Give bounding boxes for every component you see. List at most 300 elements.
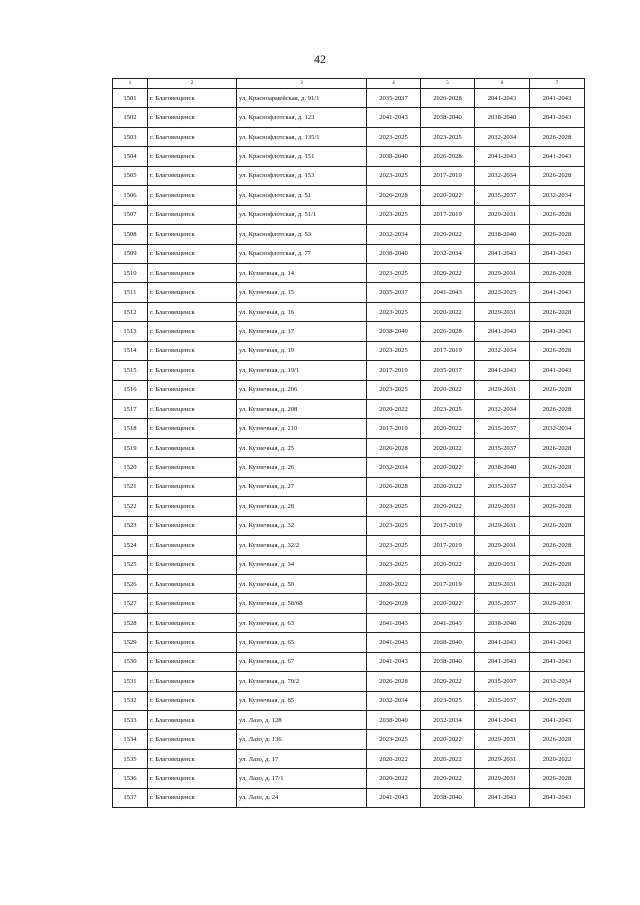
row-number: 1527 xyxy=(113,594,148,613)
city-cell: г. Благовещенск xyxy=(148,516,237,535)
period-cell: 2035-2037 xyxy=(475,419,530,438)
address-cell: ул. Кузнечная, д. 206 xyxy=(237,380,367,399)
row-number: 1503 xyxy=(113,127,148,146)
city-cell: г. Благовещенск xyxy=(148,361,237,380)
period-cell: 2041-2043 xyxy=(367,788,421,807)
table-row xyxy=(113,633,585,652)
period-cell: 2026-2028 xyxy=(530,302,585,321)
period-cell: 2032-2034 xyxy=(530,419,585,438)
row-number: 1507 xyxy=(113,205,148,224)
city-cell: г. Благовещенск xyxy=(148,633,237,652)
period-cell: 2017-2019 xyxy=(367,361,421,380)
period-cell: 2041-2043 xyxy=(367,108,421,127)
period-cell: 2026-2028 xyxy=(530,769,585,788)
period-cell: 2038-2040 xyxy=(421,633,475,652)
period-cell: 2020-2022 xyxy=(421,477,475,496)
period-cell: 2032-2034 xyxy=(367,225,421,244)
table-row xyxy=(113,672,585,691)
period-cell: 2026-2028 xyxy=(530,225,585,244)
period-cell: 2041-2043 xyxy=(367,613,421,632)
row-number: 1528 xyxy=(113,613,148,632)
period-cell: 2041-2043 xyxy=(530,322,585,341)
row-number: 1512 xyxy=(113,302,148,321)
address-cell: ул. Краснофлотская, д. 151 xyxy=(237,147,367,166)
period-cell: 2026-2028 xyxy=(530,497,585,516)
period-cell: 2041-2043 xyxy=(530,283,585,302)
period-cell: 2026-2028 xyxy=(530,166,585,185)
row-number: 1523 xyxy=(113,516,148,535)
table-row xyxy=(113,711,585,730)
period-cell: 2029-2031 xyxy=(475,497,530,516)
table-row xyxy=(113,108,585,127)
address-cell: ул. Лазо, д. 136 xyxy=(237,730,367,749)
period-cell: 2026-2028 xyxy=(530,400,585,419)
row-number: 1501 xyxy=(113,89,148,108)
period-cell: 2017-2019 xyxy=(421,341,475,360)
period-cell: 2035-2037 xyxy=(475,691,530,710)
period-cell: 2041-2043 xyxy=(475,322,530,341)
table-row xyxy=(113,186,585,205)
table-row xyxy=(113,536,585,555)
period-cell: 2032-2034 xyxy=(421,244,475,263)
column-number-row xyxy=(113,79,585,89)
table-row xyxy=(113,283,585,302)
address-cell: ул. Краснофлотская, д. 153 xyxy=(237,166,367,185)
period-cell: 2032-2034 xyxy=(367,458,421,477)
page-number: 42 xyxy=(314,52,326,66)
table-row xyxy=(113,322,585,341)
row-number: 1510 xyxy=(113,263,148,282)
period-cell: 2041-2043 xyxy=(475,361,530,380)
city-cell: г. Благовещенск xyxy=(148,89,237,108)
city-cell: г. Благовещенск xyxy=(148,166,237,185)
period-cell: 2029-2031 xyxy=(475,302,530,321)
city-cell: г. Благовещенск xyxy=(148,341,237,360)
table-row xyxy=(113,302,585,321)
table-row xyxy=(113,205,585,224)
table-row xyxy=(113,400,585,419)
city-cell: г. Благовещенск xyxy=(148,205,237,224)
period-cell: 2026-2028 xyxy=(530,691,585,710)
row-number: 1524 xyxy=(113,536,148,555)
address-cell: ул. Кузнечная, д. 65 xyxy=(237,633,367,652)
period-cell: 2026-2028 xyxy=(530,516,585,535)
city-cell: г. Благовещенск xyxy=(148,225,237,244)
row-number: 1536 xyxy=(113,769,148,788)
table-row xyxy=(113,497,585,516)
address-cell: ул. Кузнечная, д. 63 xyxy=(237,613,367,632)
period-cell: 2020-2022 xyxy=(421,458,475,477)
row-number: 1515 xyxy=(113,361,148,380)
period-cell: 2017-2019 xyxy=(421,574,475,593)
address-cell: ул. Кузнечная, д. 85 xyxy=(237,691,367,710)
table-row xyxy=(113,594,585,613)
table-row xyxy=(113,477,585,496)
row-number: 1519 xyxy=(113,438,148,457)
period-cell: 2026-2028 xyxy=(367,672,421,691)
city-cell: г. Благовещенск xyxy=(148,400,237,419)
address-cell: ул. Кузнечная, д. 50 xyxy=(237,574,367,593)
period-cell: 2029-2031 xyxy=(475,574,530,593)
period-cell: 2023-2025 xyxy=(421,691,475,710)
city-cell: г. Благовещенск xyxy=(148,497,237,516)
period-cell: 2041-2043 xyxy=(530,108,585,127)
period-cell: 2020-2022 xyxy=(421,730,475,749)
period-cell: 2041-2043 xyxy=(367,652,421,671)
city-cell: г. Благовещенск xyxy=(148,438,237,457)
row-number: 1508 xyxy=(113,225,148,244)
row-number: 1521 xyxy=(113,477,148,496)
city-cell: г. Благовещенск xyxy=(148,186,237,205)
address-cell: ул. Кузнечная, д. 32 xyxy=(237,516,367,535)
period-cell: 2041-2043 xyxy=(421,613,475,632)
table-row xyxy=(113,341,585,360)
row-number: 1535 xyxy=(113,749,148,768)
address-cell: ул. Кузнечная, д. 210 xyxy=(237,419,367,438)
period-cell: 2035-2037 xyxy=(475,594,530,613)
period-cell: 2023-2025 xyxy=(421,127,475,146)
period-cell: 2023-2025 xyxy=(367,205,421,224)
period-cell: 2020-2022 xyxy=(421,749,475,768)
housing-repair-schedule-table xyxy=(112,78,585,808)
city-cell: г. Благовещенск xyxy=(148,691,237,710)
address-cell: ул. Кузнечная, д. 34 xyxy=(237,555,367,574)
period-cell: 2029-2031 xyxy=(475,769,530,788)
table-row xyxy=(113,244,585,263)
period-cell: 2038-2040 xyxy=(475,108,530,127)
table-row xyxy=(113,691,585,710)
table-row xyxy=(113,263,585,282)
address-cell: ул. Кузнечная, д. 25 xyxy=(237,438,367,457)
row-number: 1520 xyxy=(113,458,148,477)
period-cell: 2020-2022 xyxy=(530,749,585,768)
table-row xyxy=(113,652,585,671)
period-cell: 2032-2034 xyxy=(367,691,421,710)
table-row xyxy=(113,458,585,477)
period-cell: 2023-2025 xyxy=(367,536,421,555)
row-number: 1531 xyxy=(113,672,148,691)
period-cell: 2020-2022 xyxy=(421,555,475,574)
period-cell: 2032-2034 xyxy=(530,672,585,691)
address-cell: ул. Кузнечная, д. 17 xyxy=(237,322,367,341)
period-cell: 2020-2022 xyxy=(421,438,475,457)
column-header: 1 xyxy=(113,79,148,89)
period-cell: 2035-2037 xyxy=(421,361,475,380)
period-cell: 2026-2028 xyxy=(530,555,585,574)
address-cell: ул. Кузнечная, д. 26 xyxy=(237,458,367,477)
address-cell: ул. Кузнечная, д. 16 xyxy=(237,302,367,321)
city-cell: г. Благовещенск xyxy=(148,244,237,263)
row-number: 1537 xyxy=(113,788,148,807)
period-cell: 2041-2043 xyxy=(530,361,585,380)
period-cell: 2020-2022 xyxy=(421,302,475,321)
row-number: 1504 xyxy=(113,147,148,166)
period-cell: 2041-2043 xyxy=(475,711,530,730)
period-cell: 2041-2043 xyxy=(475,244,530,263)
period-cell: 2029-2031 xyxy=(475,749,530,768)
table-row xyxy=(113,769,585,788)
column-header: 3 xyxy=(237,79,367,89)
period-cell: 2026-2028 xyxy=(367,594,421,613)
period-cell: 2020-2022 xyxy=(367,400,421,419)
city-cell: г. Благовещенск xyxy=(148,711,237,730)
row-number: 1517 xyxy=(113,400,148,419)
period-cell: 2032-2034 xyxy=(475,127,530,146)
row-number: 1513 xyxy=(113,322,148,341)
city-cell: г. Благовещенск xyxy=(148,594,237,613)
period-cell: 2029-2031 xyxy=(475,205,530,224)
period-cell: 2035-2037 xyxy=(475,186,530,205)
period-cell: 2038-2040 xyxy=(475,458,530,477)
row-number: 1525 xyxy=(113,555,148,574)
table-row xyxy=(113,555,585,574)
period-cell: 2026-2028 xyxy=(530,438,585,457)
period-cell: 2020-2022 xyxy=(421,263,475,282)
period-cell: 2017-2019 xyxy=(421,205,475,224)
address-cell: ул. Кузнечная, д. 27 xyxy=(237,477,367,496)
table-row xyxy=(113,516,585,535)
period-cell: 2041-2043 xyxy=(475,652,530,671)
table-row xyxy=(113,574,585,593)
period-cell: 2041-2043 xyxy=(367,633,421,652)
period-cell: 2041-2043 xyxy=(530,89,585,108)
period-cell: 2023-2025 xyxy=(367,263,421,282)
table-row xyxy=(113,166,585,185)
city-cell: г. Благовещенск xyxy=(148,108,237,127)
period-cell: 2032-2034 xyxy=(475,166,530,185)
city-cell: г. Благовещенск xyxy=(148,749,237,768)
column-header: 7 xyxy=(530,79,585,89)
address-cell: ул. Краснофлотская, д. 53 xyxy=(237,225,367,244)
period-cell: 2026-2028 xyxy=(367,186,421,205)
period-cell: 2017-2019 xyxy=(421,536,475,555)
period-cell: 2023-2025 xyxy=(475,283,530,302)
period-cell: 2020-2022 xyxy=(421,672,475,691)
table-row xyxy=(113,749,585,768)
address-cell: ул. Лазо, д. 24 xyxy=(237,788,367,807)
period-cell: 2023-2025 xyxy=(367,302,421,321)
address-cell: ул. Кузнечная, д. 67 xyxy=(237,652,367,671)
period-cell: 2029-2031 xyxy=(475,380,530,399)
period-cell: 2020-2022 xyxy=(421,380,475,399)
period-cell: 2026-2028 xyxy=(367,438,421,457)
period-cell: 2020-2022 xyxy=(421,769,475,788)
address-cell: ул. Лазо, д. 128 xyxy=(237,711,367,730)
period-cell: 2026-2028 xyxy=(367,477,421,496)
period-cell: 2041-2043 xyxy=(530,652,585,671)
city-cell: г. Благовещенск xyxy=(148,769,237,788)
period-cell: 2038-2040 xyxy=(367,711,421,730)
period-cell: 2017-2019 xyxy=(367,419,421,438)
table-row xyxy=(113,613,585,632)
period-cell: 2020-2022 xyxy=(367,574,421,593)
period-cell: 2026-2028 xyxy=(530,730,585,749)
period-cell: 2041-2043 xyxy=(530,788,585,807)
city-cell: г. Благовещенск xyxy=(148,147,237,166)
row-number: 1505 xyxy=(113,166,148,185)
period-cell: 2029-2031 xyxy=(475,555,530,574)
period-cell: 2026-2028 xyxy=(530,574,585,593)
table-row xyxy=(113,438,585,457)
address-cell: ул. Кузнечная, д. 19/1 xyxy=(237,361,367,380)
row-number: 1534 xyxy=(113,730,148,749)
city-cell: г. Благовещенск xyxy=(148,788,237,807)
period-cell: 2029-2031 xyxy=(475,536,530,555)
row-number: 1532 xyxy=(113,691,148,710)
table-row xyxy=(113,730,585,749)
period-cell: 2041-2043 xyxy=(530,633,585,652)
address-cell: ул. Кузнечная, д. 70/2 xyxy=(237,672,367,691)
period-cell: 2038-2040 xyxy=(367,147,421,166)
period-cell: 2038-2040 xyxy=(367,322,421,341)
row-number: 1530 xyxy=(113,652,148,671)
period-cell: 2023-2025 xyxy=(367,380,421,399)
period-cell: 2026-2028 xyxy=(530,536,585,555)
period-cell: 2038-2040 xyxy=(421,788,475,807)
row-number: 1526 xyxy=(113,574,148,593)
period-cell: 2032-2034 xyxy=(475,400,530,419)
address-cell: ул. Кузнечная, д. 15 xyxy=(237,283,367,302)
period-cell: 2017-2019 xyxy=(421,166,475,185)
period-cell: 2020-2022 xyxy=(421,419,475,438)
period-cell: 2026-2028 xyxy=(421,89,475,108)
period-cell: 2041-2043 xyxy=(475,633,530,652)
period-cell: 2023-2025 xyxy=(367,555,421,574)
period-cell: 2020-2022 xyxy=(421,225,475,244)
period-cell: 2017-2019 xyxy=(421,516,475,535)
row-number: 1522 xyxy=(113,497,148,516)
table-row xyxy=(113,127,585,146)
period-cell: 2032-2034 xyxy=(530,477,585,496)
table-row xyxy=(113,225,585,244)
city-cell: г. Благовещенск xyxy=(148,477,237,496)
period-cell: 2026-2028 xyxy=(530,263,585,282)
address-cell: ул. Краснофлотская, д. 135/1 xyxy=(237,127,367,146)
row-number: 1516 xyxy=(113,380,148,399)
column-header: 6 xyxy=(475,79,530,89)
table-row xyxy=(113,788,585,807)
table-row xyxy=(113,361,585,380)
period-cell: 2020-2022 xyxy=(421,594,475,613)
period-cell: 2023-2025 xyxy=(367,516,421,535)
city-cell: г. Благовещенск xyxy=(148,302,237,321)
address-cell: ул. Краснофлотская, д. 77 xyxy=(237,244,367,263)
address-cell: ул. Кузнечная, д. 58/68 xyxy=(237,594,367,613)
table-row xyxy=(113,380,585,399)
city-cell: г. Благовещенск xyxy=(148,652,237,671)
period-cell: 2035-2037 xyxy=(475,672,530,691)
city-cell: г. Благовещенск xyxy=(148,730,237,749)
period-cell: 2041-2043 xyxy=(530,147,585,166)
city-cell: г. Благовещенск xyxy=(148,380,237,399)
row-number: 1529 xyxy=(113,633,148,652)
column-header: 4 xyxy=(367,79,421,89)
period-cell: 2035-2037 xyxy=(475,438,530,457)
period-cell: 2038-2040 xyxy=(367,244,421,263)
period-cell: 2041-2043 xyxy=(475,147,530,166)
period-cell: 2020-2022 xyxy=(421,497,475,516)
period-cell: 2026-2028 xyxy=(530,380,585,399)
address-cell: ул. Красноармейская, д. 91/1 xyxy=(237,89,367,108)
column-header: 2 xyxy=(148,79,237,89)
period-cell: 2029-2031 xyxy=(475,730,530,749)
period-cell: 2026-2028 xyxy=(421,322,475,341)
city-cell: г. Благовещенск xyxy=(148,672,237,691)
table-row xyxy=(113,419,585,438)
city-cell: г. Благовещенск xyxy=(148,613,237,632)
city-cell: г. Благовещенск xyxy=(148,322,237,341)
address-cell: ул. Кузнечная, д. 32/2 xyxy=(237,536,367,555)
row-number: 1502 xyxy=(113,108,148,127)
period-cell: 2035-2037 xyxy=(475,477,530,496)
city-cell: г. Благовещенск xyxy=(148,574,237,593)
period-cell: 2029-2031 xyxy=(475,516,530,535)
period-cell: 2041-2043 xyxy=(530,711,585,730)
period-cell: 2029-2031 xyxy=(530,594,585,613)
city-cell: г. Благовещенск xyxy=(148,458,237,477)
period-cell: 2038-2040 xyxy=(421,108,475,127)
period-cell: 2020-2022 xyxy=(367,769,421,788)
row-number: 1509 xyxy=(113,244,148,263)
period-cell: 2026-2028 xyxy=(530,341,585,360)
city-cell: г. Благовещенск xyxy=(148,536,237,555)
period-cell: 2032-2034 xyxy=(475,341,530,360)
address-cell: ул. Краснофлотская, д. 51/1 xyxy=(237,205,367,224)
row-number: 1514 xyxy=(113,341,148,360)
period-cell: 2026-2028 xyxy=(530,458,585,477)
period-cell: 2026-2028 xyxy=(530,613,585,632)
address-cell: ул. Кузнечная, д. 14 xyxy=(237,263,367,282)
address-cell: ул. Кузнечная, д. 208 xyxy=(237,400,367,419)
city-cell: г. Благовещенск xyxy=(148,555,237,574)
address-cell: ул. Краснофлотская, д. 51 xyxy=(237,186,367,205)
table-row xyxy=(113,89,585,108)
row-number: 1511 xyxy=(113,283,148,302)
city-cell: г. Благовещенск xyxy=(148,127,237,146)
period-cell: 2041-2043 xyxy=(421,283,475,302)
period-cell: 2038-2040 xyxy=(421,652,475,671)
period-cell: 2041-2043 xyxy=(475,788,530,807)
period-cell: 2023-2025 xyxy=(367,341,421,360)
period-cell: 2023-2025 xyxy=(367,127,421,146)
address-cell: ул. Лазо, д. 17/1 xyxy=(237,769,367,788)
period-cell: 2041-2043 xyxy=(530,244,585,263)
period-cell: 2023-2025 xyxy=(367,497,421,516)
column-header: 5 xyxy=(421,79,475,89)
city-cell: г. Благовещенск xyxy=(148,419,237,438)
period-cell: 2038-2040 xyxy=(475,225,530,244)
table-row xyxy=(113,147,585,166)
city-cell: г. Благовещенск xyxy=(148,283,237,302)
period-cell: 2020-2022 xyxy=(367,749,421,768)
row-number: 1533 xyxy=(113,711,148,730)
period-cell: 2026-2028 xyxy=(530,205,585,224)
period-cell: 2020-2022 xyxy=(421,186,475,205)
period-cell: 2023-2025 xyxy=(367,730,421,749)
period-cell: 2029-2031 xyxy=(475,263,530,282)
period-cell: 2023-2025 xyxy=(367,166,421,185)
period-cell: 2035-2037 xyxy=(367,89,421,108)
address-cell: ул. Краснофлотская, д. 123 xyxy=(237,108,367,127)
period-cell: 2032-2034 xyxy=(421,711,475,730)
row-number: 1518 xyxy=(113,419,148,438)
address-cell: ул. Лазо, д. 17 xyxy=(237,749,367,768)
period-cell: 2023-2025 xyxy=(421,400,475,419)
row-number: 1506 xyxy=(113,186,148,205)
address-cell: ул. Кузнечная, д. 28 xyxy=(237,497,367,516)
period-cell: 2035-2037 xyxy=(367,283,421,302)
period-cell: 2032-2034 xyxy=(530,186,585,205)
